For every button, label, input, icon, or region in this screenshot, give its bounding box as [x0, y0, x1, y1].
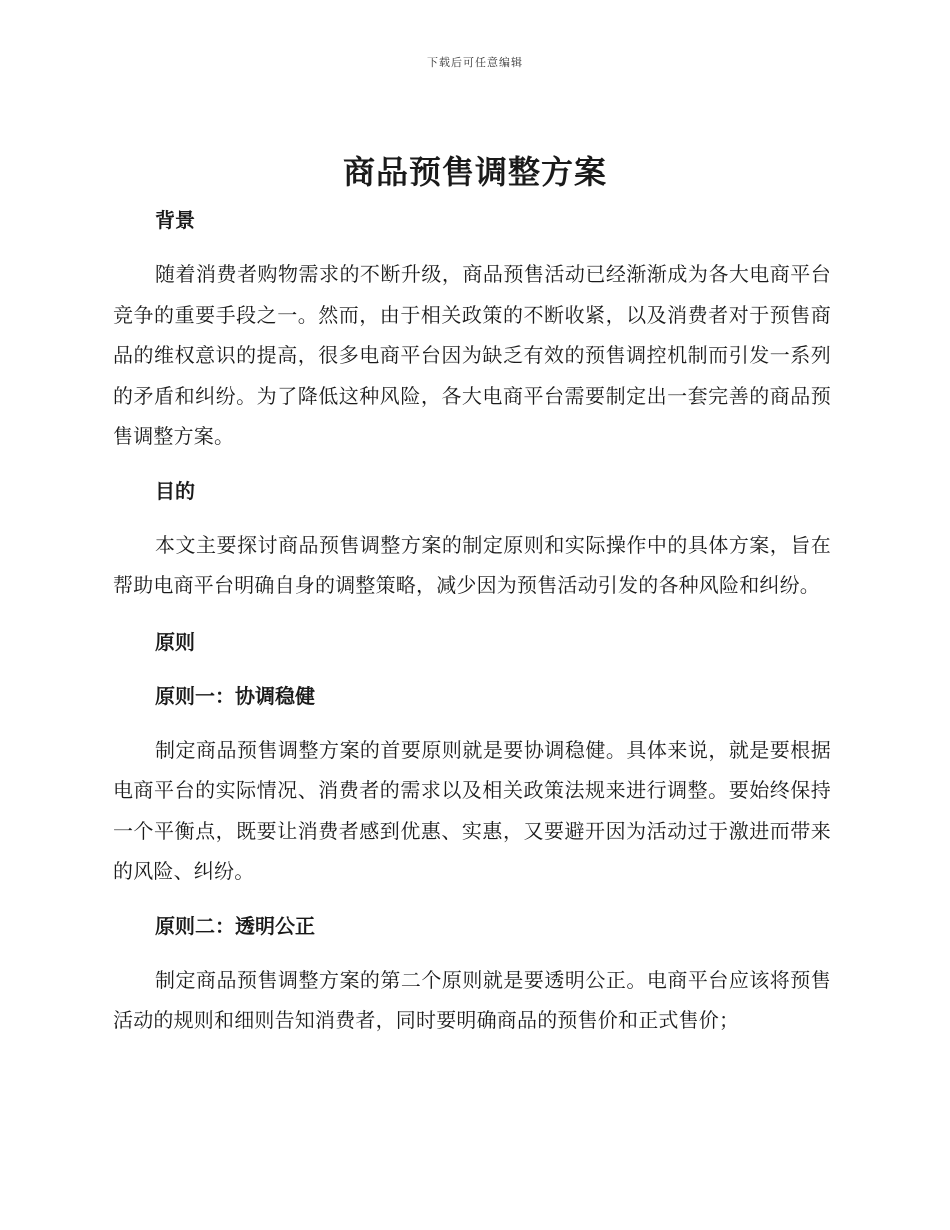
paragraph-purpose: 本文主要探讨商品预售调整方案的制定原则和实际操作中的具体方案，旨在帮助电商平台明确自身的调整策略，减少因为预售活动引发的各种风险和纠纷。	[113, 532, 831, 597]
section-heading-principle-one: 原则一：协调稳健	[155, 683, 315, 708]
section-heading-purpose: 目的	[155, 478, 195, 503]
paragraph-principle-two: 制定商品预售调整方案的第二个原则就是要透明公正。电商平台应该将预售活动的规则和细则告知消费者，同时要明确商品的预售价和正式售价；	[113, 967, 831, 1032]
document-title: 商品预售调整方案	[342, 153, 607, 191]
paragraph-background: 随着消费者购物需求的不断升级，商品预售活动已经渐渐成为各大电商平台竞争的重要手段之一。然而，由于相关政策的不断收紧，以及消费者对于预售商品的维权意识的提高，很多电商平台因为缺乏有效的预售调控机制而引发一系列的矛盾和纠纷。为了降低这种风险，各大电商平台需要制定出一套完善的商品预售调整方案。	[113, 262, 831, 448]
section-heading-background: 背景	[155, 208, 195, 232]
section-heading-principle-two: 原则二：透明公正	[155, 913, 315, 938]
section-heading-principles: 原则	[155, 629, 195, 654]
document-body	[113, 200, 831, 1041]
paragraph-principle-one: 制定商品预售调整方案的首要原则就是要协调稳健。具体来说，就是要根据电商平台的实际情况、消费者的需求以及相关政策法规来进行调整。要始终保持一个平衡点，既要让消费者感到优惠、实惠，又要避开因为活动过于激进而带来的风险、纠纷。	[113, 737, 831, 883]
page-header-watermark: 下载后可任意编辑	[427, 56, 523, 69]
